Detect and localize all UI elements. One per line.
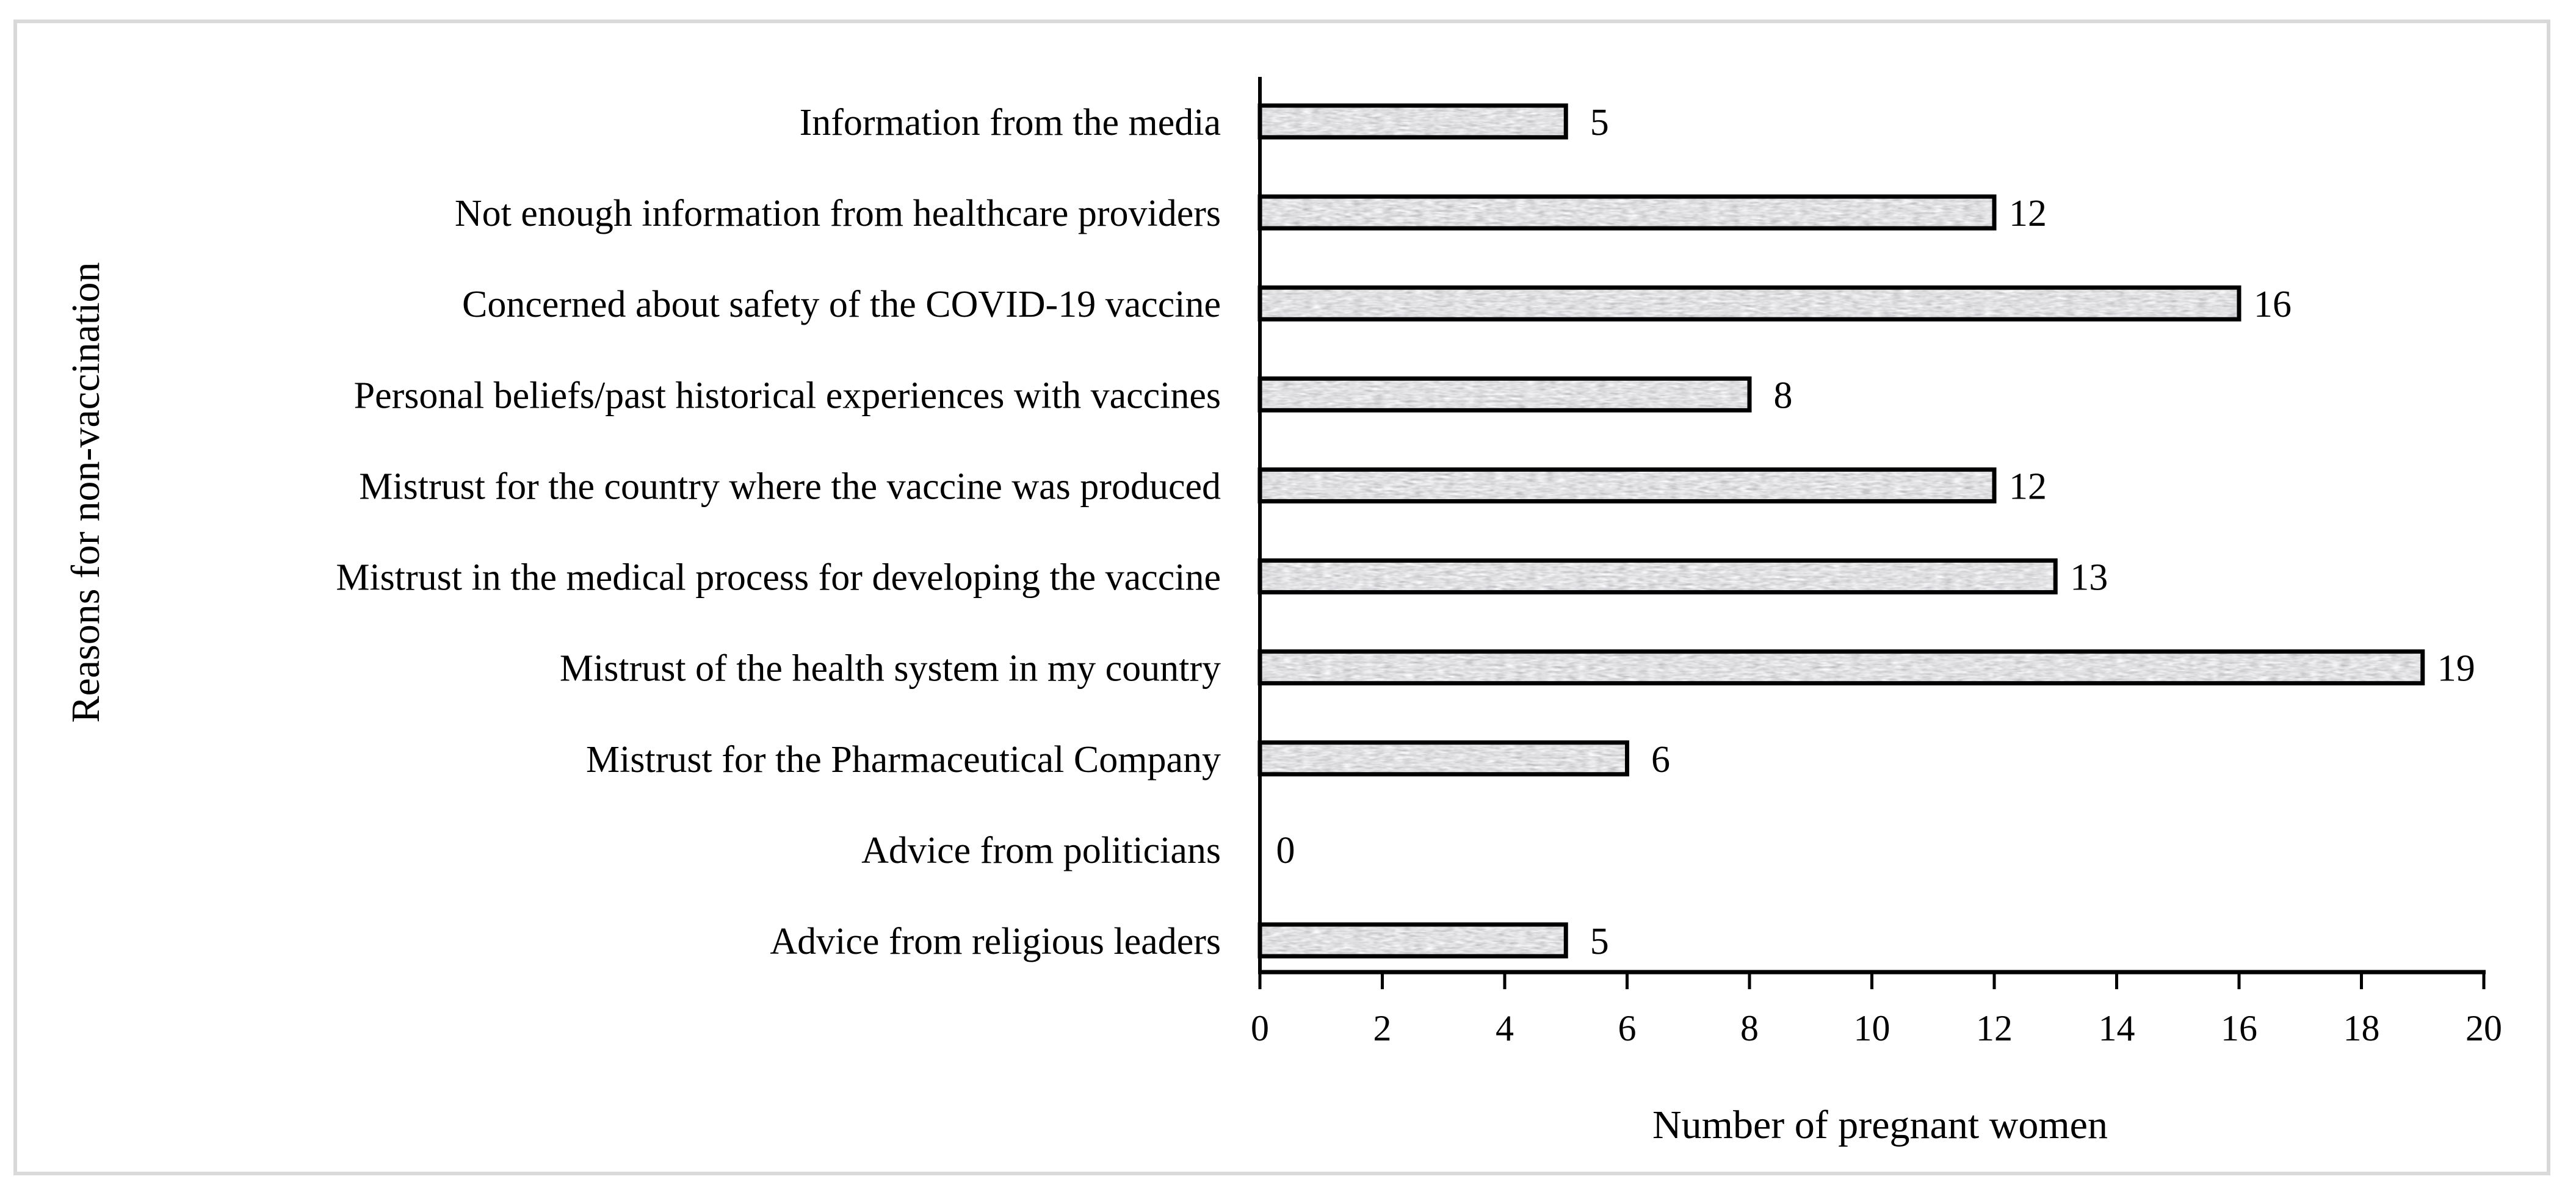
bar-fill [1260, 925, 1566, 956]
x-tick-label: 14 [2098, 1008, 2135, 1048]
bar [1260, 106, 1566, 137]
bar [1260, 925, 1566, 956]
bar-fill [1260, 287, 2239, 319]
data-label: 19 [2437, 647, 2475, 690]
data-label: 6 [1651, 738, 1670, 780]
bar-fill [1260, 106, 1566, 137]
bar [1260, 743, 1627, 774]
data-label: 13 [2070, 557, 2108, 599]
x-tick-label: 20 [2466, 1008, 2502, 1048]
x-tick-label: 8 [1740, 1008, 1759, 1048]
bar [1260, 378, 1749, 410]
bar [1260, 469, 1994, 501]
x-tick-label: 18 [2343, 1008, 2380, 1048]
bar [1260, 561, 2055, 593]
data-label: 5 [1590, 102, 1609, 143]
data-label: 0 [1276, 829, 1295, 871]
x-axis-title: Number of pregnant women [1652, 1103, 2108, 1147]
category-label: Mistrust in the medical process for developing the vaccine [336, 557, 1221, 599]
x-tick-label: 6 [1618, 1008, 1637, 1048]
category-label: Information from the media [799, 102, 1221, 143]
x-tick-label: 12 [1976, 1008, 2013, 1048]
category-label: Mistrust for the country where the vaccine was produced [359, 466, 1221, 508]
y-axis-title: Reasons for non-vaccination [63, 262, 108, 723]
category-label: Concerned about safety of the COVID-19 vaccine [462, 284, 1221, 326]
category-label: Advice from politicians [861, 829, 1221, 871]
bar-fill [1260, 652, 2423, 683]
x-tick-label: 4 [1496, 1008, 1514, 1048]
bar [1260, 652, 2423, 683]
category-label: Personal beliefs/past historical experiences with vaccines [353, 375, 1221, 417]
data-label: 16 [2254, 284, 2292, 326]
data-label: 5 [1590, 921, 1609, 962]
category-label: Mistrust for the Pharmaceutical Company [586, 738, 1221, 780]
category-label: Not enough information from healthcare providers [454, 193, 1221, 235]
x-tick-label: 2 [1373, 1008, 1392, 1048]
bar [1260, 287, 2239, 319]
bar-fill [1260, 561, 2055, 593]
x-tick-label: 0 [1251, 1008, 1269, 1048]
bar [1260, 196, 1994, 228]
category-label: Advice from religious leaders [770, 921, 1221, 962]
data-label: 12 [2009, 466, 2047, 508]
data-label: 8 [1773, 375, 1793, 417]
x-tick-label: 16 [2221, 1008, 2257, 1048]
x-tick-label: 10 [1853, 1008, 1890, 1048]
bar-fill [1260, 469, 1994, 501]
bar-fill [1260, 196, 1994, 228]
bar-fill [1260, 378, 1749, 410]
data-label: 12 [2009, 193, 2047, 235]
bar-fill [1260, 743, 1627, 774]
category-label: Mistrust of the health system in my country [559, 647, 1221, 690]
